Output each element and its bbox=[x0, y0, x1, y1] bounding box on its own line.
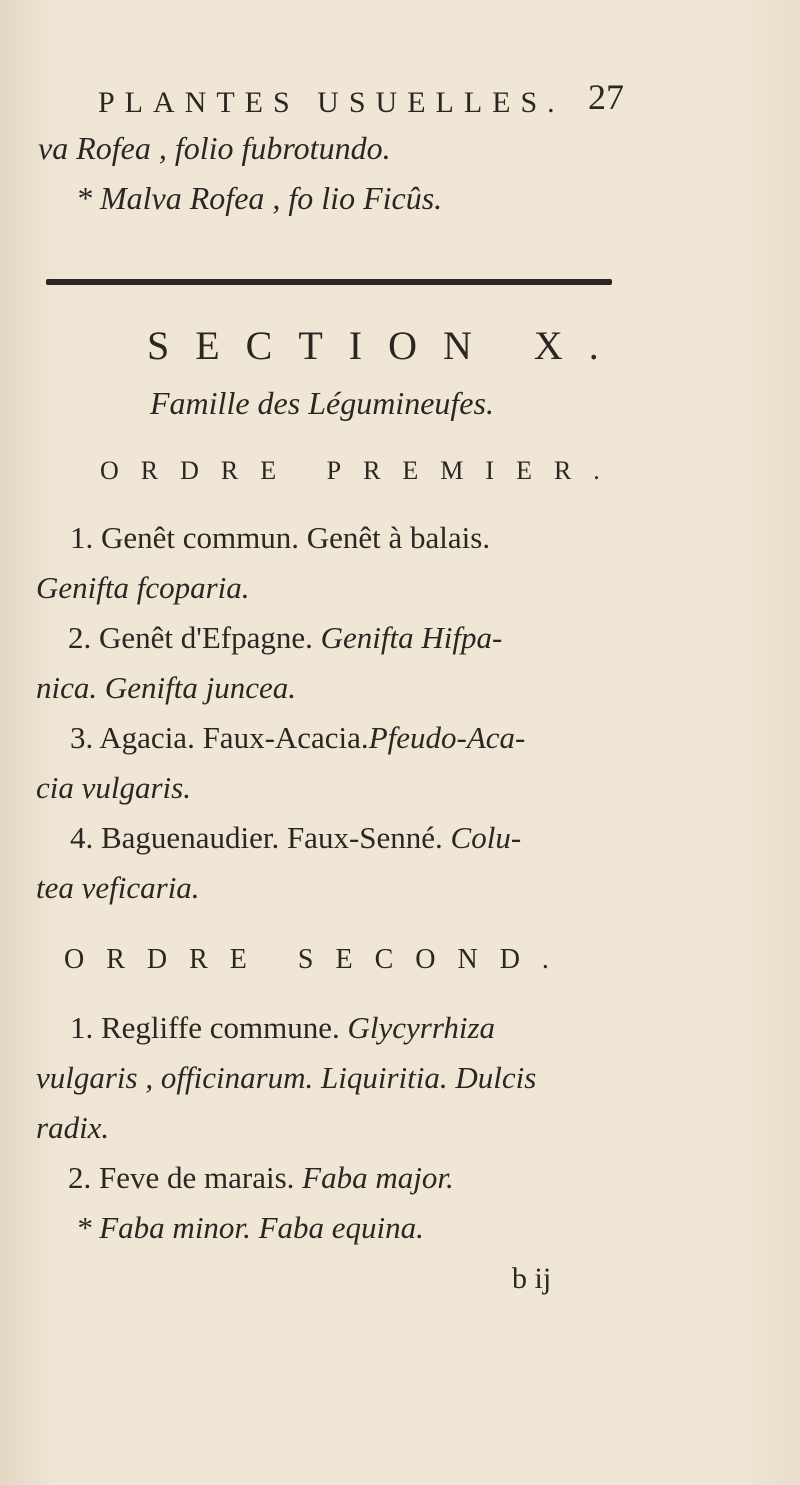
order-1-title: ORDRE PREMIER. bbox=[100, 456, 622, 485]
entry-1-3-line-2: cia vulgaris. bbox=[36, 770, 191, 805]
entry-1-3-line-1 bbox=[70, 720, 525, 756]
entry-1-4-common-name: 4. Baguenaudier. Faux-Senné. bbox=[70, 820, 443, 855]
entry-1-2-line-2: nica. Genifta juncea. bbox=[36, 670, 296, 705]
page-number: 27 bbox=[588, 77, 624, 117]
entry-2-2-latin-name: Faba major. bbox=[302, 1160, 454, 1195]
entry-1-4-latin-name: Colu- bbox=[450, 820, 522, 855]
section-rule bbox=[46, 279, 612, 285]
entry-2-1-common-name: 1. Regliffe commune. bbox=[70, 1010, 340, 1045]
entry-1-2-common-name: 2. Genêt d'Efpagne. bbox=[68, 620, 313, 655]
carryover-line-2: * Malva Rofea , fo lio Ficûs. bbox=[76, 180, 443, 216]
signature-mark: b ij bbox=[512, 1262, 552, 1295]
entry-2-2-line-1 bbox=[68, 1160, 454, 1196]
entry-1-2-latin-name: Genifta Hifpa- bbox=[320, 620, 503, 655]
entry-2-1-line-2: vulgaris , officinarum. Liquiritia. Dulcis bbox=[36, 1060, 537, 1095]
entry-1-1-line-2: Genifta fcoparia. bbox=[36, 570, 250, 605]
entry-2-1-latin-name: Glycyrrhiza bbox=[347, 1010, 496, 1045]
entry-2-2-common-name: 2. Feve de marais. bbox=[68, 1160, 295, 1195]
running-header bbox=[98, 77, 624, 122]
carryover-line-1: va Rofea , folio fubrotundo. bbox=[38, 130, 391, 166]
entry-1-4-line-2: tea veficaria. bbox=[36, 870, 200, 905]
entry-1-3-common-name: 3. Agacia. Faux-Acacia. bbox=[70, 720, 369, 755]
order-2-title: ORDRE SECOND. bbox=[64, 944, 571, 975]
entry-2-1-line-1 bbox=[70, 1010, 495, 1046]
entry-1-3-latin-name: Pfeudo-Aca- bbox=[368, 720, 526, 755]
section-title: SECTION X. bbox=[147, 323, 625, 368]
family-title: Famille des Légumineufes. bbox=[150, 385, 494, 421]
entry-1-4-line-1 bbox=[70, 820, 521, 856]
entry-2-1-line-3: radix. bbox=[36, 1110, 110, 1145]
entry-1-2-line-1 bbox=[68, 620, 502, 656]
entry-1-1-line-1: 1. Genêt commun. Genêt à balais. bbox=[70, 520, 491, 555]
running-title: PLANTES USUELLES. bbox=[98, 86, 565, 119]
entry-2-2-line-2: * Faba minor. Faba equina. bbox=[76, 1210, 424, 1245]
